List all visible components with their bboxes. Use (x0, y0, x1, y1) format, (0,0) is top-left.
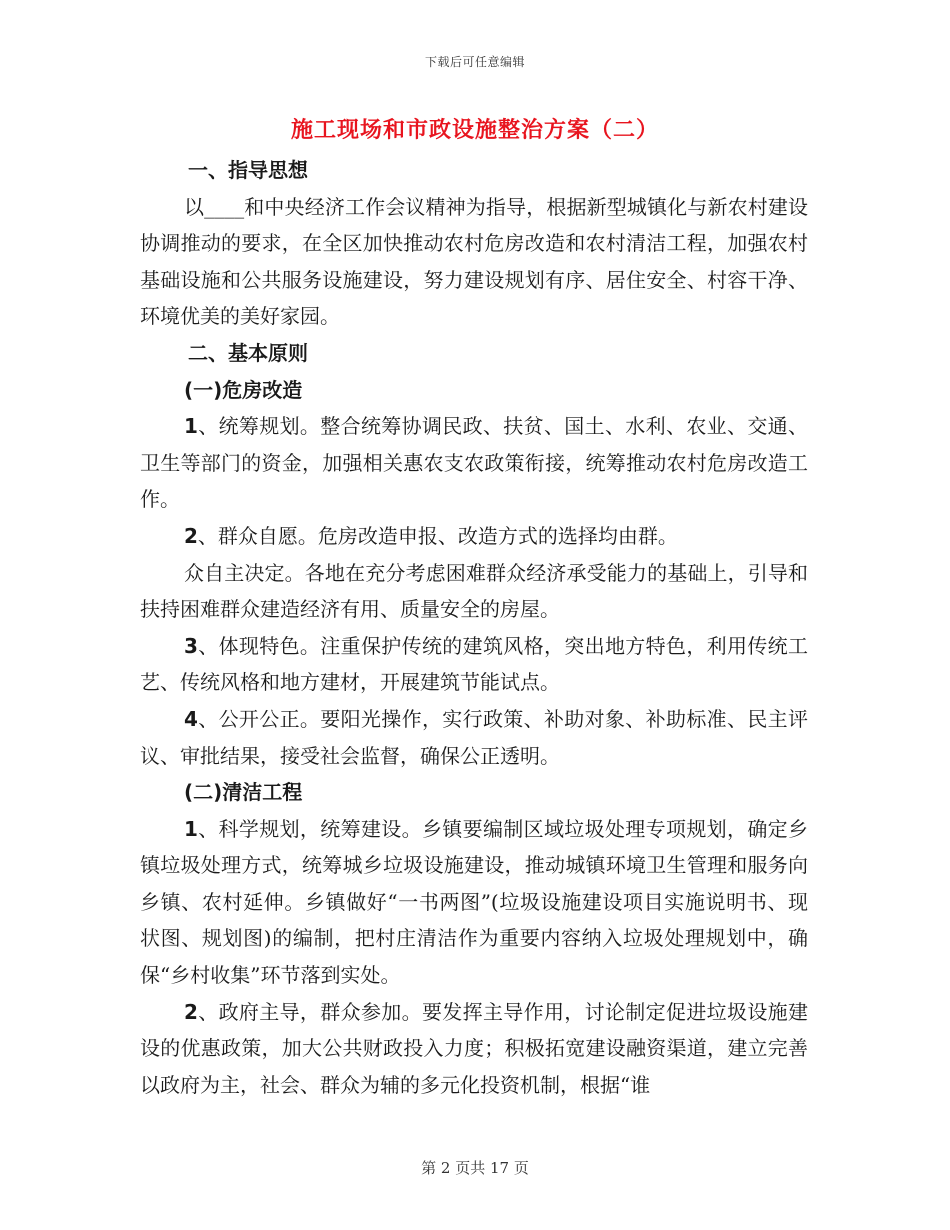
section-heading-1: 一、指导思想 (188, 158, 308, 182)
paragraph-item-a3 (140, 628, 808, 701)
item-text: 、群众自愿。危房改造申报、改造方式的选择均由群。 (197, 523, 678, 548)
item-text: 、统筹规划。整合统筹协调民政、扶贫、国土、水利、农业、交通、卫生等部门的资金，加强相关惠农支农政策衔接，统筹推动农村危房改造工作。 (140, 414, 808, 512)
paragraph-item-b2 (140, 994, 808, 1104)
subsection-heading-dangerous-housing: (一)危房改造 (184, 377, 303, 402)
paragraph-guiding-thought: 以____和中央经济工作会议精神为指导，根据新型城镇化与新农村建设协调推动的要求，在全区加快推动农村危房改造和农村清洁工程，加强农村基础设施和公共服务设施建设，努力建设规划有序、居住安全、村容干净、环境优美的美好家园。 (140, 194, 808, 329)
paragraph-item-a2-continued: 众自主决定。各地在充分考虑困难群众经济承受能力的基础上，引导和扶持困难群众建造经济有用、质量安全的房屋。 (140, 560, 808, 622)
item-text: 、科学规划，统筹建设。乡镇要编制区域垃圾处理专项规划，确定乡镇垃圾处理方式，统筹城乡垃圾设施建设，推动城镇环境卫生管理和服务向乡镇、农村延伸。乡镇做好“一书两图”(垃圾设施建设项目实施说明书、现状图、规划图)的编制，把村庄清洁作为重要内容纳入垃圾处理规划中，确保“乡村收集”环节落到实处。 (140, 816, 808, 988)
item-number: 1 (184, 816, 198, 841)
item-number: 4 (184, 706, 198, 731)
paragraph-item-b1 (140, 811, 808, 994)
page-header: 下载后可任意编辑 (424, 55, 525, 69)
item-number: 3 (184, 633, 198, 658)
subsection-heading-clean-project: (二)清洁工程 (184, 780, 303, 805)
item-number: 2 (184, 999, 198, 1024)
item-number: 2 (184, 523, 198, 548)
item-number: 1 (184, 414, 198, 439)
section-heading-2: 二、基本原则 (188, 340, 308, 365)
item-text: 、公开公正。要阳光操作，实行政策、补助对象、补助标准、民主评议、审批结果，接受社会监督，确保公正透明。 (140, 706, 808, 768)
item-text: 、政府主导，群众参加。要发挥主导作用，讨论制定促进垃圾设施建设的优惠政策，加大公共财政投入力度；积极拓宽建设融资渠道，建立完善以政府为主，社会、群众为辅的多元化投资机制，根据“谁 (140, 999, 808, 1097)
document-title: 施工现场和市政设施整治方案（二） (290, 118, 659, 143)
paragraph-item-a2 (140, 518, 808, 555)
paragraph-item-a1 (140, 408, 808, 518)
document-body (140, 152, 808, 1103)
page-footer: 第 2 页共 17 页 (421, 1159, 529, 1177)
paragraph-item-a4 (140, 701, 808, 774)
item-text: 、体现特色。注重保护传统的建筑风格，突出地方特色，利用传统工艺、传统风格和地方建材，开展建筑节能试点。 (140, 633, 808, 695)
